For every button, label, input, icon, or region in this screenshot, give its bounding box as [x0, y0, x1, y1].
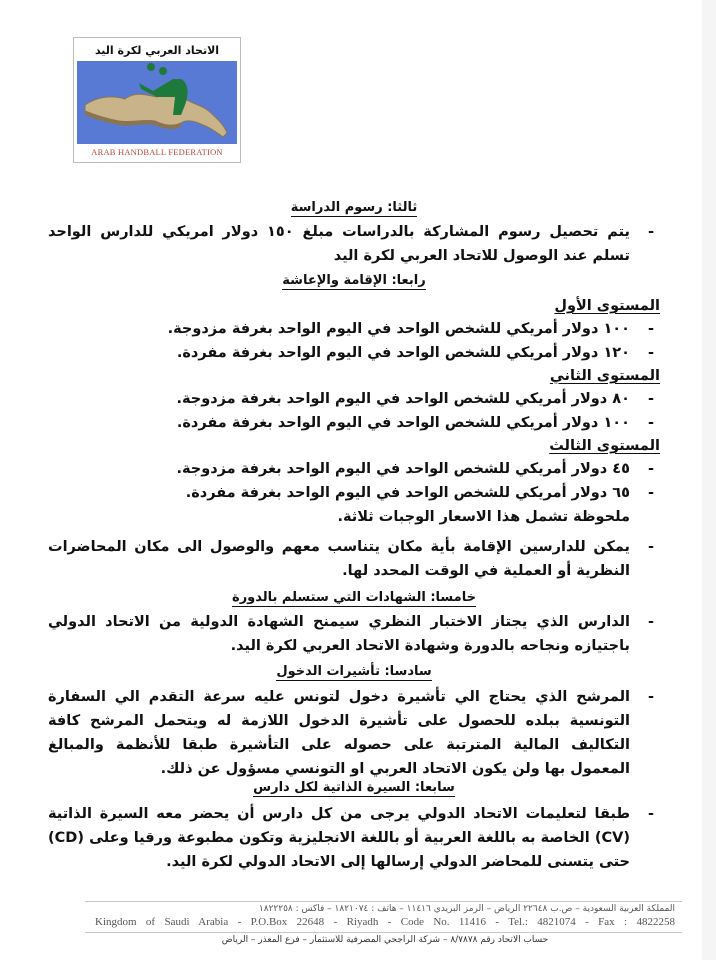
section-heading-certificates: خامسا: الشهادات التي ستسلم بالدورة — [232, 590, 476, 605]
logo-emblem — [77, 61, 237, 144]
bullet-dash: - — [647, 461, 654, 477]
section-heading-visas: سادسا: تأشيرات الدخول — [276, 664, 432, 679]
section-visas — [48, 685, 660, 781]
list-item: - يتم تحصيل رسوم المشاركة بالدراسات مبلغ ١٥٠ دولار امريكي للدارس الواحد تسلم عند الوصول للاتحاد العربي لكرة اليد — [48, 220, 660, 268]
footer-address-english: Kingdom of Saudi Arabia - P.O.Box 22648 - Riyadh - Code No. 11416 - Tel.: 4821074 - Fax : 4822258 — [95, 916, 675, 928]
bullet-dash: - — [647, 224, 654, 240]
section-fees — [48, 220, 660, 268]
section-certificates — [48, 610, 660, 658]
federation-logo — [73, 37, 241, 163]
page-edge — [702, 0, 716, 960]
section-heading-cv: سابعا: السيرة الذاتية لكل دارس — [253, 780, 455, 795]
bullet-dash: - — [647, 689, 654, 705]
level-title: المستوى الثاني — [549, 368, 660, 384]
list-item: - ١٢٠ دولار أمريكي للشخص الواحد في اليوم الواحد بغرفة مفردة. — [48, 341, 660, 365]
bullet-dash: - — [647, 415, 654, 431]
section-heading-fees: ثالثا: رسوم الدراسة — [290, 200, 418, 215]
footer-address-arabic: المملكة العربية السعودية – ص.ب ٢٢٦٤٨ الرياض – الرمز البريدي ١١٤١٦ – هاتف : ١٨٢١٠٧٤ – فاكس : ١٨٢٢٢٥٨ — [258, 904, 675, 914]
list-item: - طبقا لتعليمات الاتحاد الدولي يرجى من كل دارس أن يحضر معه السيرة الذاتية (CV) الخاصة به باللغة العربية أو باللغة الانجليزية وتكون مطبوعة ورقيا وعلى (CD) حتى يتسنى للمحاضر الدولي إرسالها إلى الاتحاد الدولي لكرة اليد. — [48, 802, 660, 874]
list-item: - الدارس الذي يجتاز الاختبار النظري سيمنح الشهادة الدولية من الاتحاد الدولي باجتيازه ونجاحه بالدورة وشهادة الاتحاد العربي لكرة اليد. — [48, 610, 660, 658]
arab-map-handball-icon — [77, 61, 237, 144]
bullet-dash: - — [647, 539, 654, 555]
bullet-dash: - — [647, 345, 654, 361]
list-item: - ٤٥ دولار أمريكي للشخص الواحد في اليوم الواحد بغرفة مزدوجة. — [48, 457, 660, 481]
list-item: - يمكن للدارسين الإقامة بأية مكان يتناسب معهم والوصول الى مكان المحاضرات النظرية أو العملية في الوقت المحدد لها. — [48, 535, 660, 583]
section-accommodation — [48, 295, 660, 583]
footer-divider — [85, 901, 682, 902]
list-item: - ٨٠ دولار أمريكي للشخص الواحد في اليوم الواحد بغرفة مزدوجة. — [48, 387, 660, 411]
list-item: - ٦٥ دولار أمريكي للشخص الواحد في اليوم الواحد بغرفة مفردة. — [48, 481, 660, 505]
level-title: المستوى الثالث — [549, 438, 660, 454]
logo-english-name: ARAB HANDBALL FEDERATION — [77, 144, 237, 160]
bullet-dash: - — [647, 806, 654, 822]
level-title: المستوى الأول — [554, 298, 660, 314]
section-cv — [48, 802, 660, 874]
section-heading-accommodation: رابعا: الإقامة والإعاشة — [282, 273, 426, 288]
meals-note: ملحوظة تشمل هذا الاسعار الوجبات ثلاثة. — [337, 509, 630, 525]
footer-bank-account: حساب الاتحاد رقم ٨/٧٨٧٨ – شركة الراجحي المصرفية للاستثمار – فرع المعذر – الرياض — [221, 935, 549, 945]
bullet-dash: - — [647, 391, 654, 407]
list-item: - ١٠٠ دولار أمريكي للشخص الواحد في اليوم الواحد بغرفة مفردة. — [48, 411, 660, 435]
footer-divider — [85, 932, 682, 933]
bullet-dash: - — [647, 485, 654, 501]
bullet-dash: - — [647, 614, 654, 630]
list-item: - ١٠٠ دولار أمريكي للشخص الواحد في اليوم الواحد بغرفة مزدوجة. — [48, 317, 660, 341]
bullet-dash: - — [647, 321, 654, 337]
list-item: - المرشح الذي يحتاج الي تأشيرة دخول لتونس عليه سرعة التقدم الي السفارة التونسية ببلده للحصول على تأشيرة الدخول اللازمة له ويتحمل المرشح كافة التكاليف المالية المترتبة على حصوله على التأشيرة طبقا للأنظمة والمبالغ المعمول بها ولن يكون الاتحاد العربي او التونسي مسؤول عن ذلك. — [48, 685, 660, 781]
logo-arabic-name: الاتحاد العربي لكرة اليد — [77, 41, 237, 61]
